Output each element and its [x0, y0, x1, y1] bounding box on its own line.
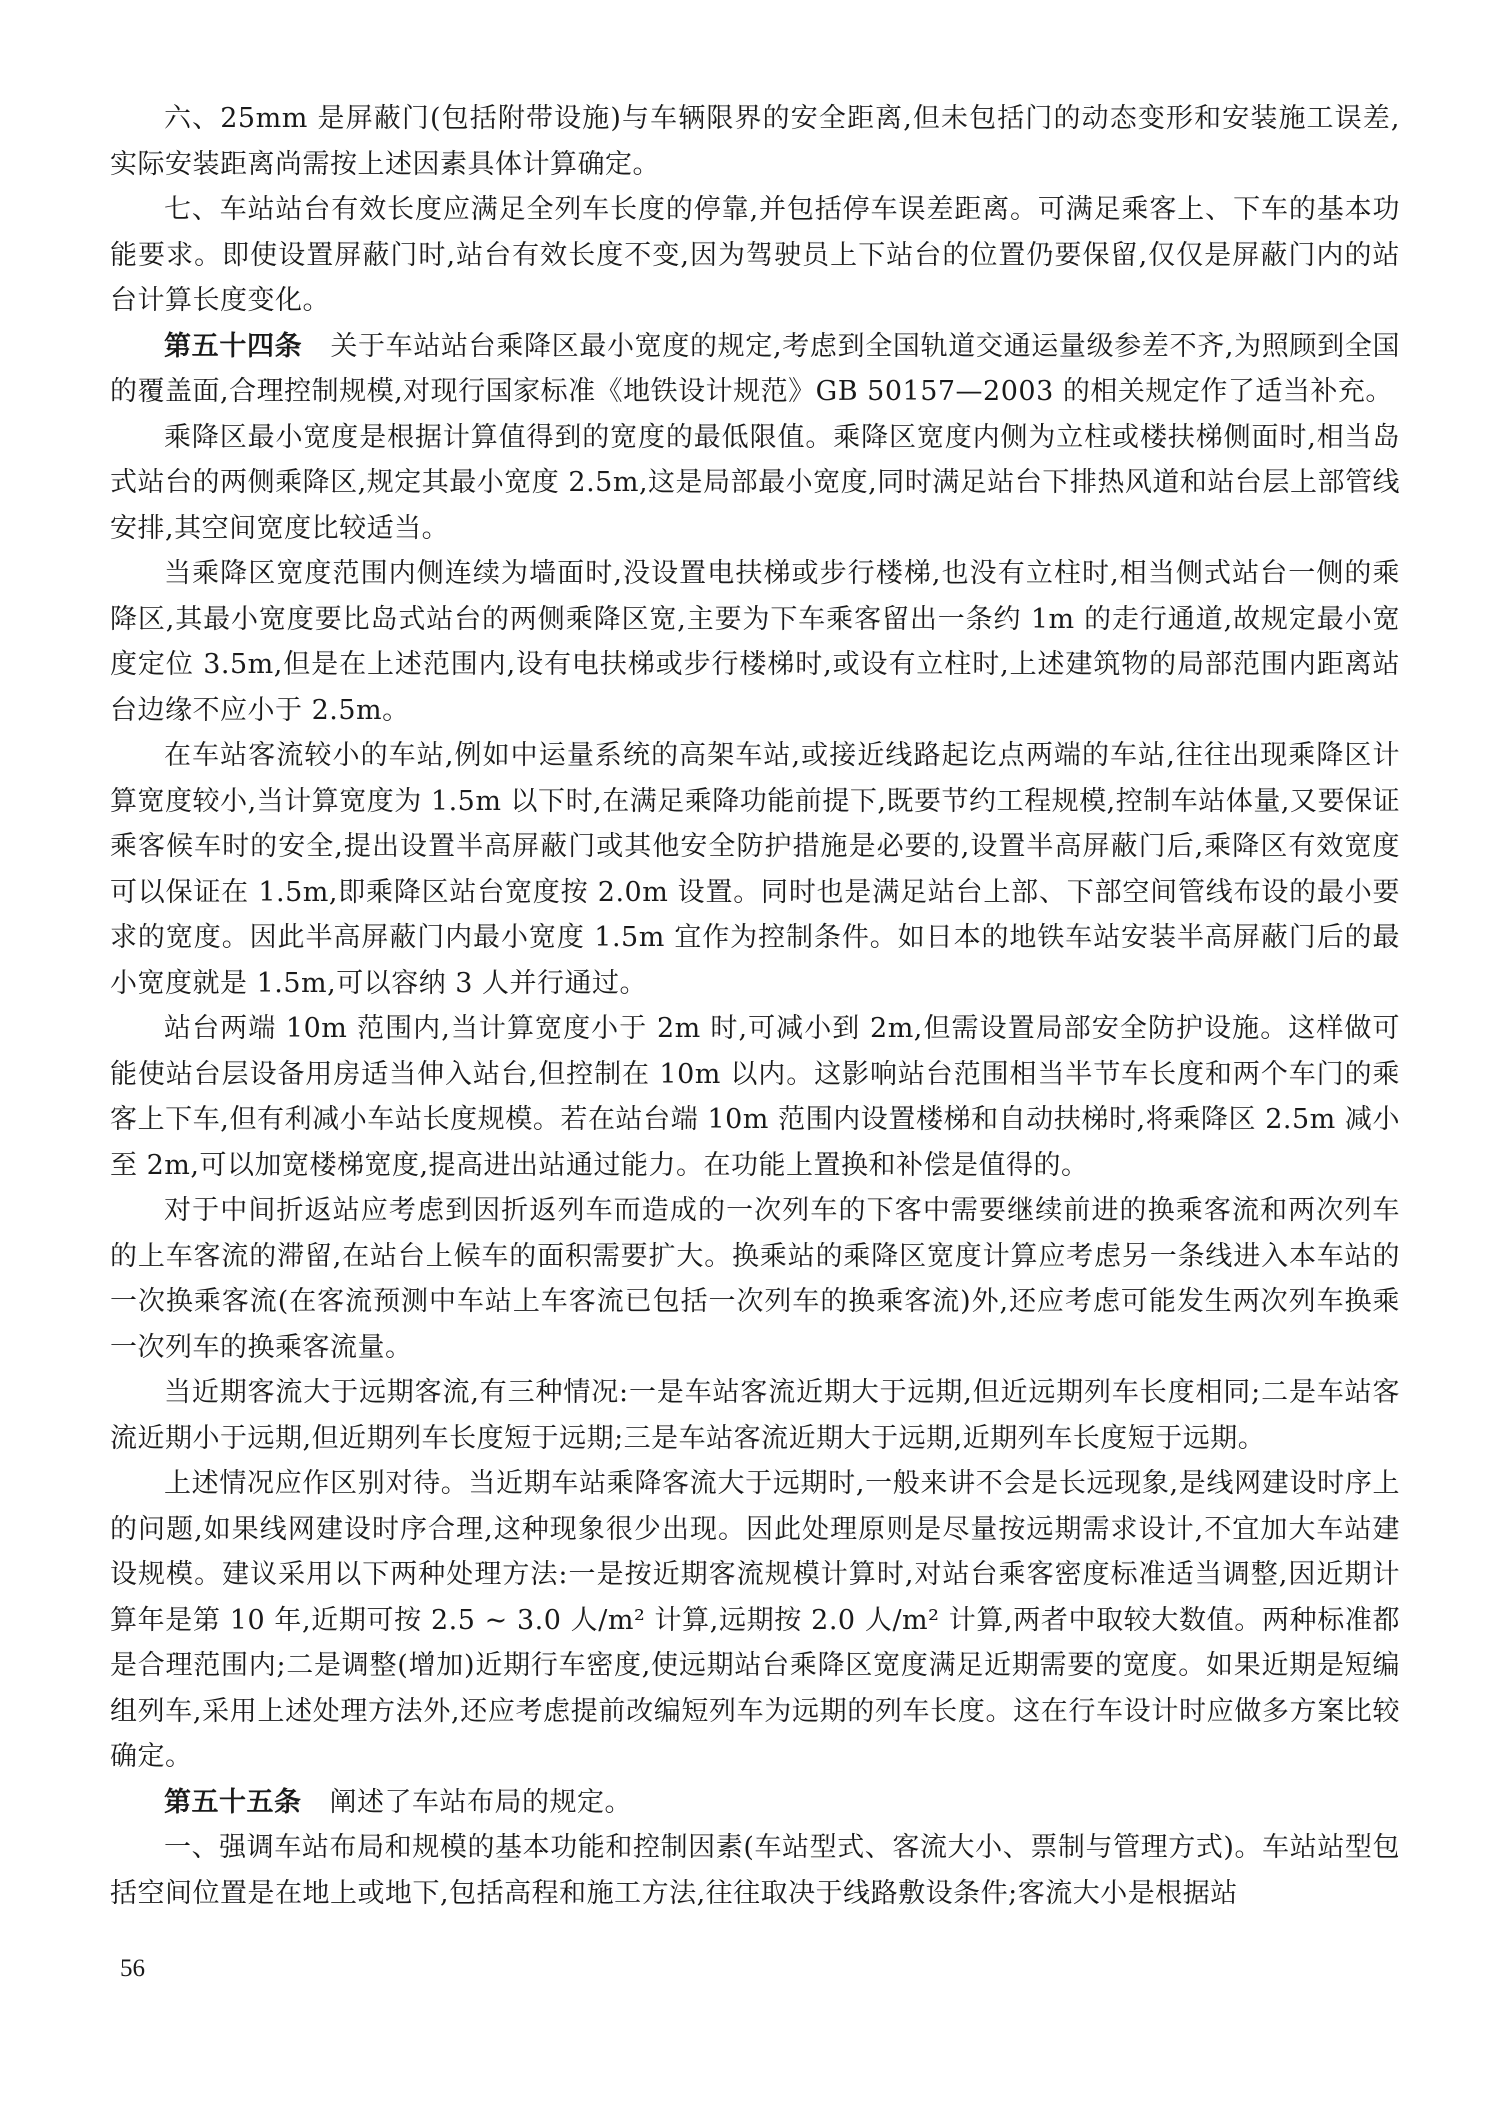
paragraph	[110, 1370, 1400, 1461]
paragraph-text: 关于车站站台乘降区最小宽度的规定,考虑到全国轨道交通运量级参差不齐,为照顾到全国的覆盖面,合理控制规模,对现行国家标准《地铁设计规范》GB 50157—2003 的相关规定作了适当补充。	[110, 330, 1401, 407]
article-heading: 第五十五条	[164, 1786, 302, 1818]
paragraph-text: 六、25mm 是屏蔽门(包括附带设施)与车辆限界的安全距离,但未包括门的动态变形和安装施工误差,实际安装距离尚需按上述因素具体计算确定。	[110, 103, 1400, 180]
paragraph-text: 一、强调车站布局和规模的基本功能和控制因素(车站型式、客流大小、票制与管理方式)。车站站型包括空间位置是在地上或地下,包括高程和施工方法,往往取决于线路敷设条件;客流大小是根据站	[110, 1832, 1400, 1909]
paragraph	[110, 1461, 1400, 1780]
paragraph-text: 乘降区最小宽度是根据计算值得到的宽度的最低限值。乘降区宽度内侧为立柱或楼扶梯侧面时,相当岛式站台的两侧乘降区,规定其最小宽度 2.5m,这是局部最小宽度,同时满足站台下排热风道和站台层上部管线安排,其空间宽度比较适当。	[110, 421, 1400, 544]
paragraph-text: 站台两端 10m 范围内,当计算宽度小于 2m 时,可减小到 2m,但需设置局部安全防护设施。这样做可能使站台层设备用房适当伸入站台,但控制在 10m 以内。这影响站台范围相当半节车长度和两个车门的乘客上下车,但有利减小车站长度规模。若在站台端 10m 范围内设置楼梯和自动扶梯时,将乘降区 2.5m 减小至 2m,可以加宽楼梯宽度,提高进出站通过能力。在功能上置换和补偿是值得的。	[110, 1013, 1400, 1181]
paragraph	[110, 1825, 1400, 1916]
paragraph	[110, 551, 1400, 733]
paragraph-article-55	[110, 1780, 1400, 1826]
paragraph	[110, 415, 1400, 552]
document-body	[110, 96, 1400, 1916]
paragraph	[110, 1188, 1400, 1370]
article-heading: 第五十四条	[164, 330, 303, 362]
paragraph-text: 对于中间折返站应考虑到因折返列车而造成的一次列车的下客中需要继续前进的换乘客流和两次列车的上车客流的滞留,在站台上候车的面积需要扩大。换乘站的乘降区宽度计算应考虑另一条线进入本车站的一次换乘客流(在客流预测中车站上车客流已包括一次列车的换乘客流)外,还应考虑可能发生两次列车换乘一次列车的换乘客流量。	[110, 1195, 1400, 1363]
paragraph-article-54	[110, 324, 1400, 415]
paragraph	[110, 733, 1400, 1006]
paragraph-clause-6	[110, 96, 1400, 187]
paragraph-text: 阐述了车站布局的规定。	[329, 1786, 632, 1818]
paragraph-text: 上述情况应作区别对待。当近期车站乘降客流大于远期时,一般来讲不会是长远现象,是线网建设时序上的问题,如果线网建设时序合理,这种现象很少出现。因此处理原则是尽量按远期需求设计,不宜加大车站建设规模。建议采用以下两种处理方法:一是按近期客流规模计算时,对站台乘客密度标准适当调整,因近期计算年是第 10 年,近期可按 2.5 ~ 3.0 人/m² 计算,远期按 2.0 人/m² 计算,两者中取较大数值。两种标准都是合理范围内;二是调整(增加)近期行车密度,使远期站台乘降区宽度满足近期需要的宽度。如果近期是短编组列车,采用上述处理方法外,还应考虑提前改编短列车为远期的列车长度。这在行车设计时应做多方案比较确定。	[110, 1468, 1400, 1772]
paragraph-clause-7	[110, 187, 1400, 324]
paragraph	[110, 1006, 1400, 1188]
page-number: 56	[120, 1955, 145, 1982]
paragraph-text: 在车站客流较小的车站,例如中运量系统的高架车站,或接近线路起讫点两端的车站,往往出现乘降区计算宽度较小,当计算宽度为 1.5m 以下时,在满足乘降功能前提下,既要节约工程规模,控制车站体量,又要保证乘客候车时的安全,提出设置半高屏蔽门或其他安全防护措施是必要的,设置半高屏蔽门后,乘降区有效宽度可以保证在 1.5m,即乘降区站台宽度按 2.0m 设置。同时也是满足站台上部、下部空间管线布设的最小要求的宽度。因此半高屏蔽门内最小宽度 1.5m 宜作为控制条件。如日本的地铁车站安装半高屏蔽门后的最小宽度就是 1.5m,可以容纳 3 人并行通过。	[110, 740, 1400, 999]
paragraph-text: 当近期客流大于远期客流,有三种情况:一是车站客流近期大于远期,但近远期列车长度相同;二是车站客流近期小于远期,但近期列车长度短于远期;三是车站客流近期大于远期,近期列车长度短于远期。	[110, 1377, 1400, 1454]
paragraph-text: 当乘降区宽度范围内侧连续为墙面时,没设置电扶梯或步行楼梯,也没有立柱时,相当侧式站台一侧的乘降区,其最小宽度要比岛式站台的两侧乘降区宽,主要为下车乘客留出一条约 1m 的走行通道,故规定最小宽度定位 3.5m,但是在上述范围内,设有电扶梯或步行楼梯时,或设有立柱时,上述建筑物的局部范围内距离站台边缘不应小于 2.5m。	[110, 558, 1400, 726]
paragraph-text: 七、车站站台有效长度应满足全列车长度的停靠,并包括停车误差距离。可满足乘客上、下车的基本功能要求。即使设置屏蔽门时,站台有效长度不变,因为驾驶员上下站台的位置仍要保留,仅仅是屏蔽门内的站台计算长度变化。	[110, 194, 1400, 316]
